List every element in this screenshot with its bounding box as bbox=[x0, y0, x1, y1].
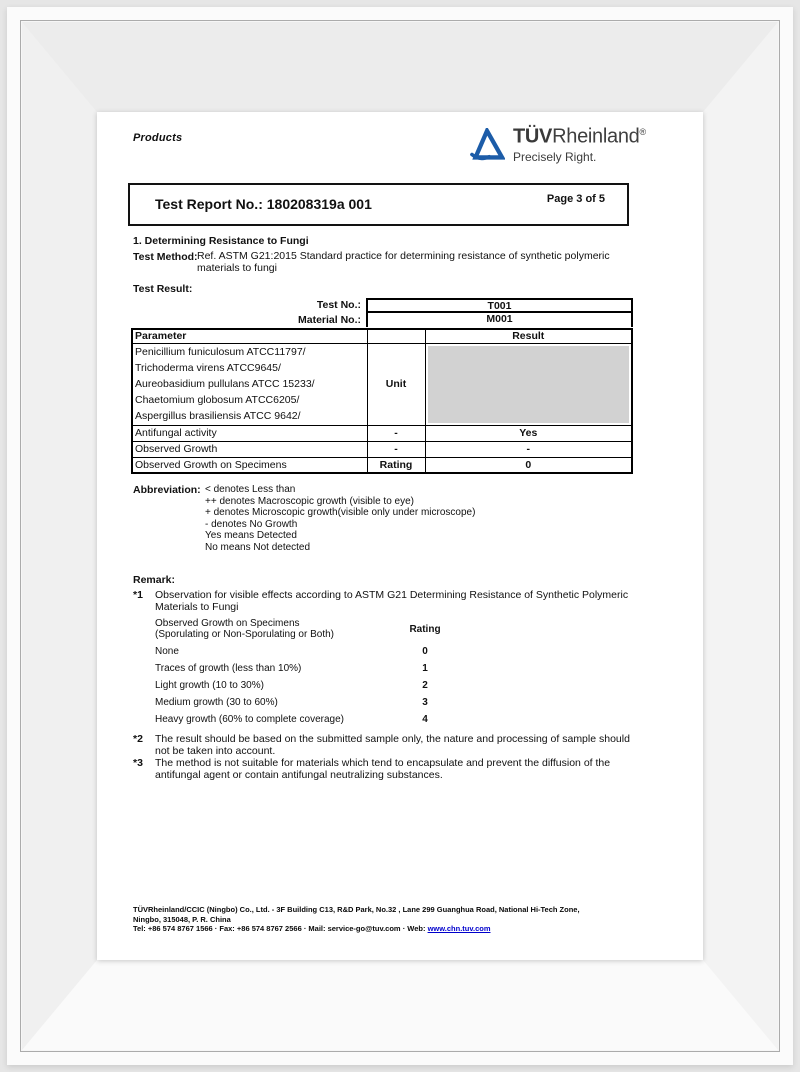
row-parameter: Observed Growth on Specimens bbox=[132, 457, 367, 473]
abbreviation-line: No means Not detected bbox=[205, 541, 311, 553]
brand-name: TÜVRheinland® bbox=[513, 125, 646, 148]
remark-item-1 bbox=[133, 590, 633, 613]
row-unit: Rating bbox=[367, 457, 425, 473]
abbreviation-line: ++ denotes Macroscopic growth (visible to eye) bbox=[205, 495, 414, 507]
remark-marker: *1 bbox=[133, 589, 143, 601]
footer-address bbox=[133, 905, 678, 934]
abbreviation-label: Abbreviation: bbox=[133, 484, 201, 496]
test-method-text: Ref. ASTM G21:2015 Standard practice for determining resistance of synthetic polymeric materials to fungi bbox=[197, 250, 610, 274]
result-table bbox=[131, 298, 633, 474]
rating-row: Medium growth (30 to 60%) 3 bbox=[155, 697, 428, 708]
row-result: 0 bbox=[425, 457, 632, 473]
footer-line3 bbox=[133, 924, 678, 934]
abbreviation-line: + denotes Microscopic growth(visible only under microscope) bbox=[205, 507, 476, 519]
rating-col2-header: Rating bbox=[409, 623, 441, 635]
report-number: Test Report No.: 180208319a 001 bbox=[155, 196, 372, 212]
species-line: Aureobasidium pullulans ATCC 15233/ bbox=[135, 377, 315, 390]
row-unit: - bbox=[367, 441, 425, 457]
rating-table bbox=[155, 618, 461, 725]
table-row bbox=[132, 425, 632, 441]
species-result-cell bbox=[425, 343, 632, 425]
brand-tagline: Precisely Right. bbox=[513, 149, 597, 164]
table-row bbox=[132, 457, 632, 473]
website-link[interactable]: www.chn.tuv.com bbox=[427, 924, 491, 934]
test-no-row bbox=[131, 298, 633, 313]
fungal-species-row bbox=[132, 343, 632, 425]
rating-row: Light growth (10 to 30%) 2 bbox=[155, 680, 428, 691]
remark-text: Observation for visible effects according to ASTM G21 Determining Resistance of Synthetic Polymeric Materials to Fungi bbox=[155, 589, 629, 613]
test-no-value: T001 bbox=[366, 298, 633, 313]
tuv-triangle-icon bbox=[469, 128, 505, 166]
row-unit: - bbox=[367, 425, 425, 441]
species-unit-cell: Unit bbox=[367, 343, 425, 425]
parameter-table bbox=[131, 328, 633, 474]
test-method-label: Test Method: bbox=[133, 251, 198, 263]
redacted-gray-box bbox=[428, 346, 630, 423]
table-row bbox=[132, 441, 632, 457]
remark-item-3 bbox=[133, 758, 633, 781]
remark-marker: *3 bbox=[133, 757, 143, 769]
footer-line2: Ningbo, 315048, P. R. China bbox=[133, 914, 231, 924]
test-result-label: Test Result: bbox=[133, 283, 193, 295]
remark-label: Remark: bbox=[133, 574, 176, 586]
test-report-document bbox=[97, 112, 703, 960]
row-result: - bbox=[425, 441, 632, 457]
remark-marker: *2 bbox=[133, 733, 143, 745]
remark-text: The method is not suitable for materials which tend to encapsulate and prevent the diffusion of the antifungal agent or contain antifungal neutralizing substances. bbox=[155, 757, 611, 781]
table-header-row bbox=[132, 329, 632, 343]
report-number-box bbox=[128, 183, 629, 226]
abbreviation-line: - denotes No Growth bbox=[205, 518, 298, 530]
species-line: Chaetomium globosum ATCC6205/ bbox=[135, 394, 300, 407]
material-no-row bbox=[131, 313, 633, 328]
rating-row: Heavy growth (60% to complete coverage) 4 bbox=[155, 714, 428, 725]
result-header: Result bbox=[425, 329, 632, 343]
row-parameter: Antifungal activity bbox=[132, 425, 367, 441]
logo-text bbox=[513, 120, 646, 164]
section-heading: 1. Determining Resistance to Fungi bbox=[133, 235, 309, 247]
test-no-label: Test No.: bbox=[316, 299, 361, 311]
material-no-label: Material No.: bbox=[297, 314, 361, 326]
rating-row: None 0 bbox=[155, 646, 428, 657]
footer-contact: Tel: +86 574 8767 1566 · Fax: +86 574 8767 2566 · Mail: service-go@tuv.com · Web: bbox=[133, 924, 426, 934]
species-line: Trichoderma virens ATCC9645/ bbox=[135, 361, 281, 374]
abbreviation-list bbox=[205, 484, 475, 554]
remark-item-2 bbox=[133, 734, 633, 757]
rating-table-header bbox=[155, 618, 461, 640]
rating-row: Traces of growth (less than 10%) 1 bbox=[155, 663, 428, 674]
parameter-header: Parameter bbox=[132, 329, 367, 343]
unit-header-blank bbox=[367, 329, 425, 343]
material-no-value: M001 bbox=[366, 313, 633, 327]
rating-col1-header: Observed Growth on Specimens (Sporulating or Non-Sporulating or Both) bbox=[155, 618, 334, 640]
registered-mark: ® bbox=[639, 127, 646, 137]
page-indicator: Page 3 of 5 bbox=[546, 193, 605, 205]
remark-text: The result should be based on the submitted sample only, the nature and processing of sample should not be taken into account. bbox=[155, 733, 630, 757]
fungal-species-list bbox=[135, 344, 365, 425]
footer-line1: TÜVRheinland/CCIC (Ningbo) Co., Ltd. - 3F Building C13, R&D Park, No.32 , Lane 299 Guanghua Road, National Hi-Tech Zone, bbox=[133, 905, 580, 914]
row-parameter: Observed Growth bbox=[132, 441, 367, 457]
products-label: Products bbox=[133, 132, 183, 144]
species-line: Penicillium funiculosum ATCC11797/ bbox=[135, 345, 306, 358]
abbreviation-line: Yes means Detected bbox=[205, 530, 297, 542]
row-result: Yes bbox=[425, 425, 632, 441]
tuv-rheinland-logo bbox=[469, 120, 646, 166]
abbreviation-line: < denotes Less than bbox=[205, 484, 296, 495]
species-line: Aspergillus brasiliensis ATCC 9642/ bbox=[135, 410, 301, 423]
